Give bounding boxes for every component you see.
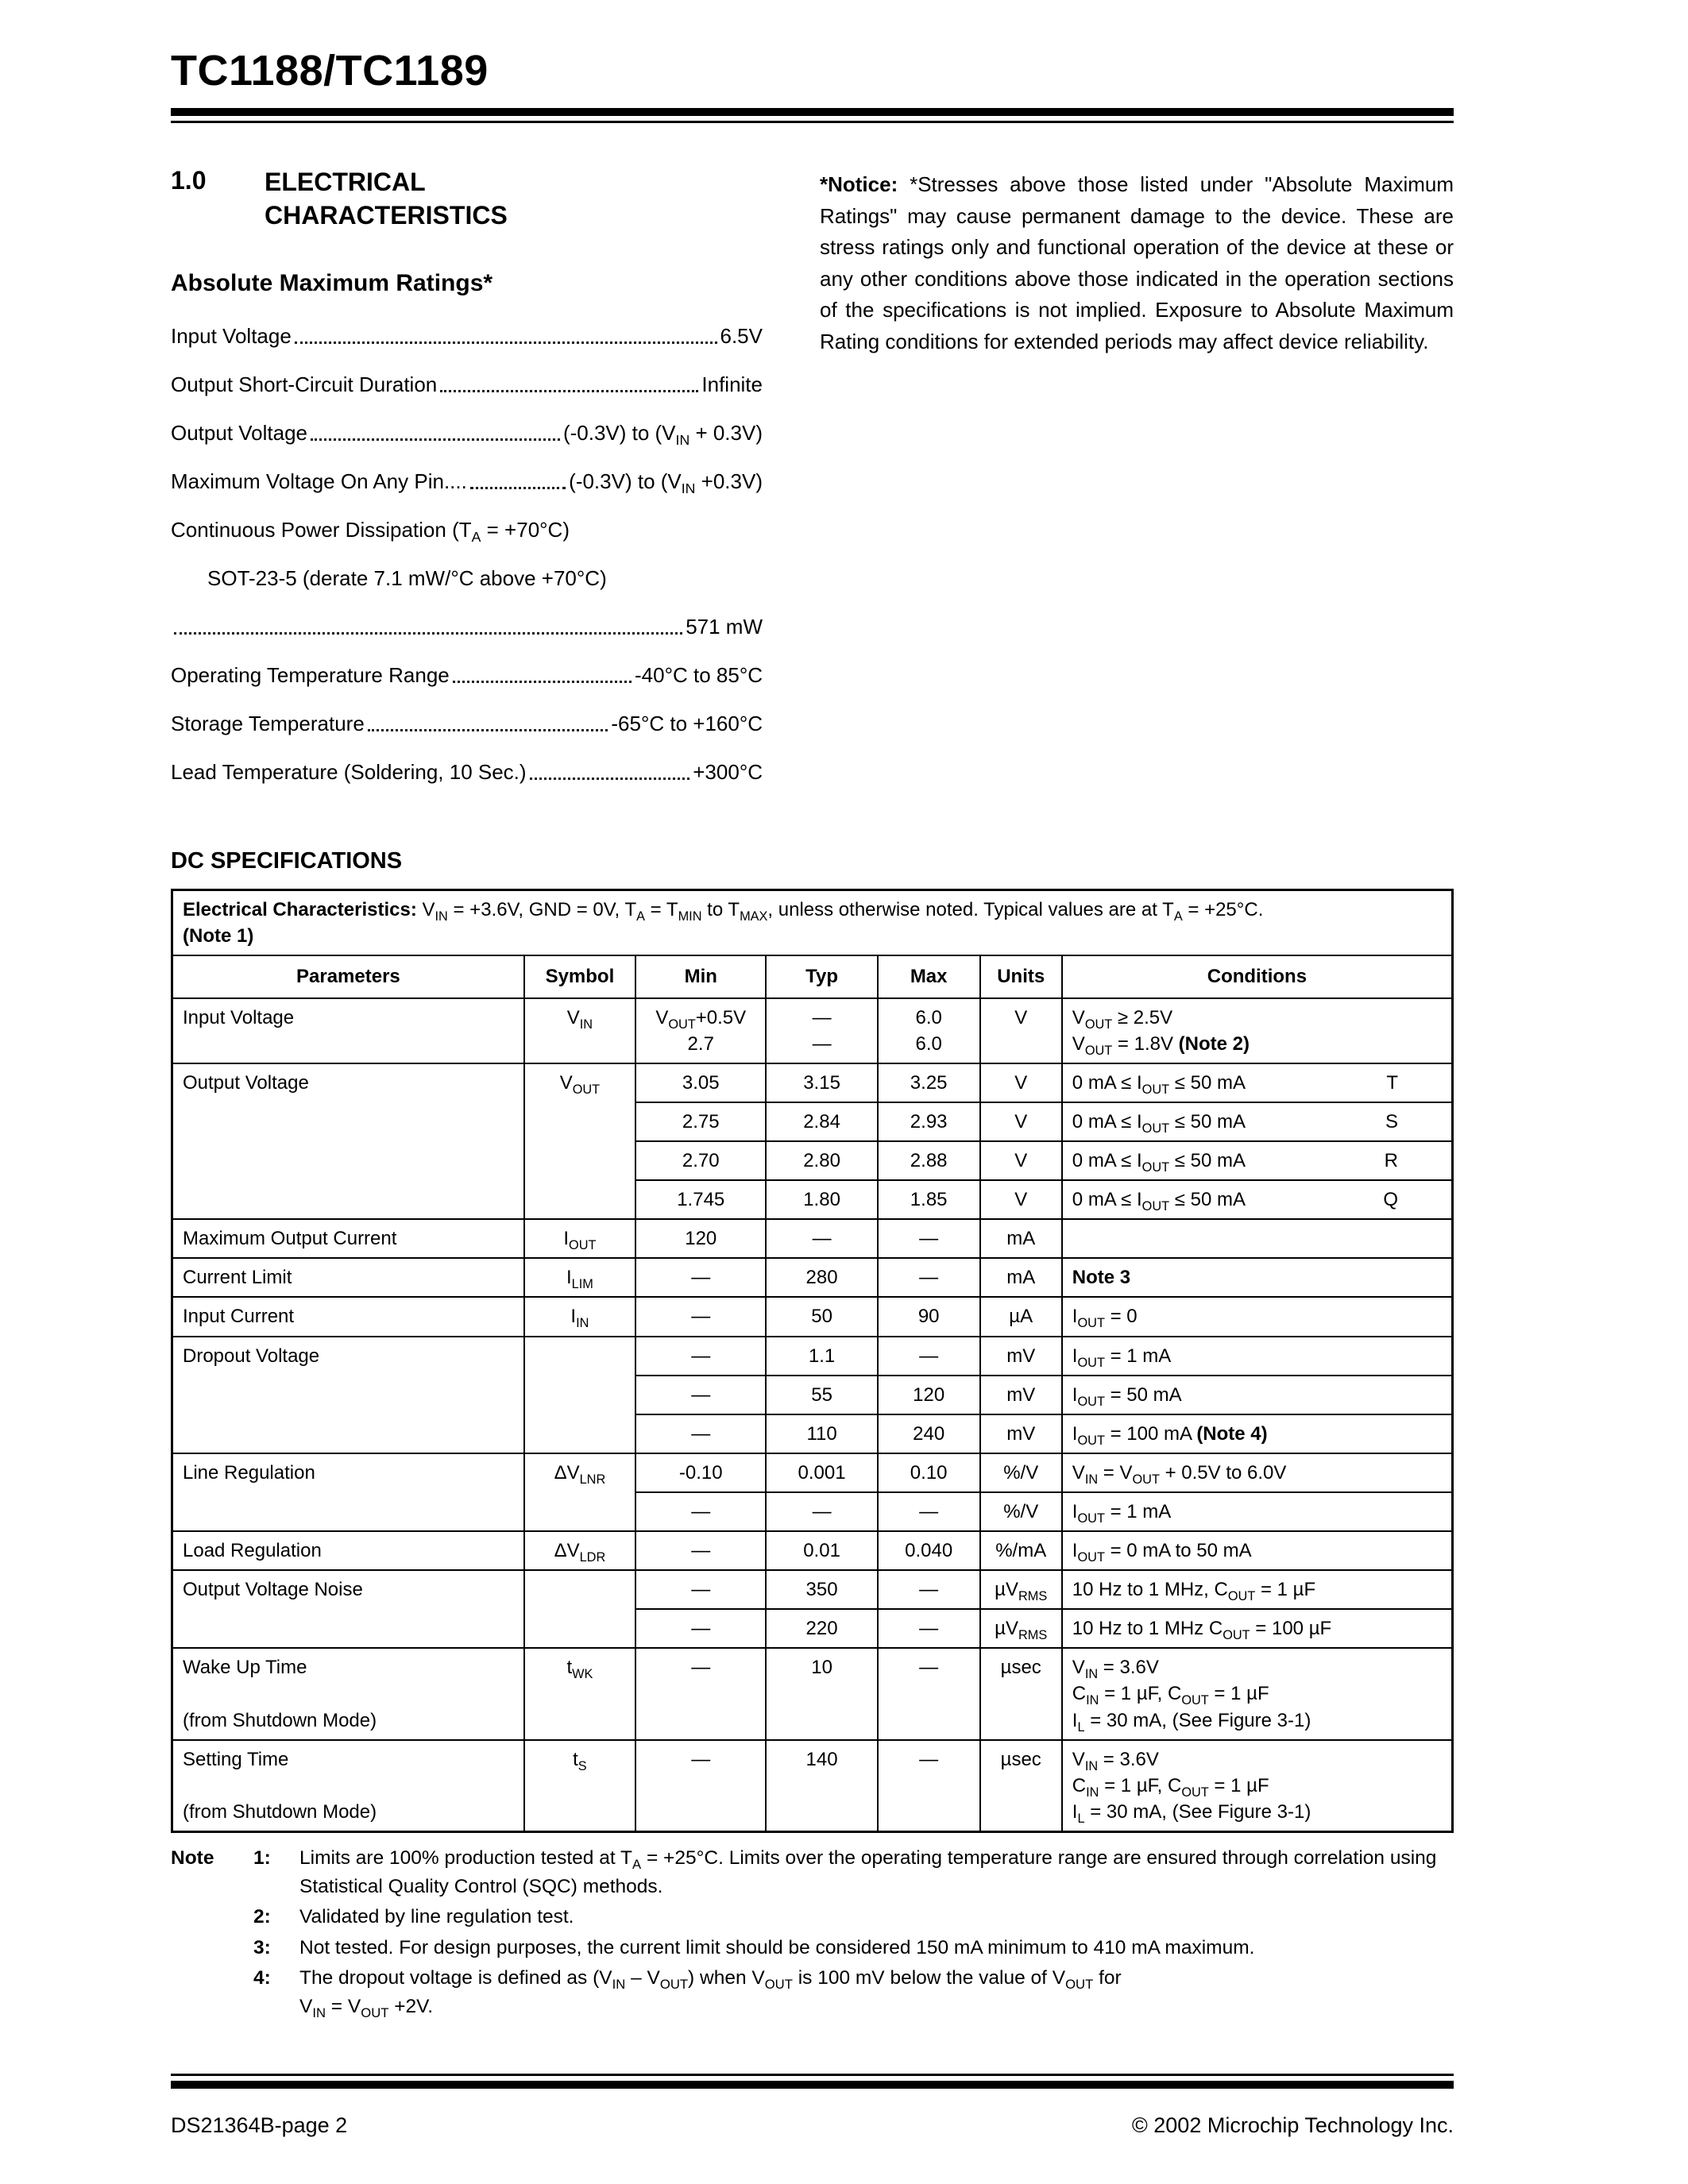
dotted-leader (311, 438, 560, 441)
abs-max-item (171, 518, 763, 546)
condition-variant-tag: T (1386, 1071, 1398, 1094)
dotted-leader (368, 729, 608, 731)
table-row (172, 1337, 1453, 1376)
units-cell: %/mA (980, 1531, 1062, 1570)
min-cell: — (635, 1609, 766, 1648)
conditions-cell: $I_{OUT} = 50$ mA (1062, 1376, 1453, 1414)
note-number: 1: (253, 1847, 271, 1870)
note-text: Validated by line regulation test. (299, 1906, 574, 1928)
max-cell: 120 (878, 1376, 980, 1414)
units-cell: µA (980, 1297, 1062, 1336)
dotted-leader (470, 487, 566, 489)
min-cell: — (635, 1531, 766, 1570)
typ-cell: 50 (766, 1297, 877, 1336)
section-title: ELECTRICAL CHARACTERISTICS (265, 168, 508, 230)
typ-cell: — — (766, 998, 877, 1063)
typ-cell: — (766, 1219, 877, 1258)
abs-max-label: Operating Temperature Range (171, 663, 450, 688)
condition-variant-tag: Q (1383, 1189, 1398, 1211)
units-cell: mA (980, 1258, 1062, 1297)
min-cell: -0.10 (635, 1453, 766, 1492)
notes-section (171, 1844, 1454, 2020)
symbol-cell: $I_{IN}$ (524, 1297, 635, 1336)
typ-cell: 350 (766, 1570, 877, 1609)
min-cell: $V_{OUT}+0.5V$ 2.7 (635, 998, 766, 1063)
typ-cell: 1.1 (766, 1337, 877, 1376)
conditions-cell: 10 Hz to 1 MHz, $C_{OUT} = 1$ µF (1062, 1570, 1453, 1609)
units-cell: V (980, 1180, 1062, 1219)
units-cell: µV$_{RMS}$ (980, 1570, 1062, 1609)
section-heading (171, 166, 763, 232)
max-cell: 240 (878, 1414, 980, 1453)
typ-cell: 10 (766, 1648, 877, 1739)
abs-max-value: Infinite (701, 372, 763, 397)
param-cell: Load Regulation (172, 1531, 524, 1570)
column-header: Typ (766, 955, 877, 997)
units-cell: mV (980, 1337, 1062, 1376)
abs-max-item (171, 324, 763, 349)
param-cell: Output Voltage Noise (172, 1570, 524, 1648)
abs-max-list (171, 324, 763, 785)
abs-max-value: -65°C to +160°C (611, 712, 763, 736)
table-header-row (172, 955, 1453, 997)
dc-specs-table (171, 889, 1454, 1833)
param-cell: Output Voltage (172, 1063, 524, 1219)
abs-max-label: Lead Temperature (Soldering, 10 Sec.) (171, 760, 527, 785)
column-header: Conditions (1062, 955, 1453, 997)
max-cell: — (878, 1258, 980, 1297)
symbol-cell: $V_{OUT}$ (524, 1063, 635, 1219)
units-cell: V (980, 1141, 1062, 1180)
typ-cell: 55 (766, 1376, 877, 1414)
typ-cell: 1.80 (766, 1180, 877, 1219)
symbol-cell: $I_{LIM}$ (524, 1258, 635, 1297)
left-column (171, 166, 763, 808)
symbol-cell (524, 1570, 635, 1648)
typ-cell: 2.80 (766, 1141, 877, 1180)
table-row (172, 998, 1453, 1063)
dotted-leader (440, 390, 698, 392)
units-cell: mA (980, 1219, 1062, 1258)
min-cell: 3.05 (635, 1063, 766, 1102)
table-row (172, 1531, 1453, 1570)
min-cell: 2.75 (635, 1102, 766, 1141)
section-number: 1.0 (171, 166, 207, 195)
abs-max-item (171, 421, 763, 449)
condition-variant-tag: S (1385, 1110, 1398, 1133)
abs-max-item (171, 469, 763, 497)
abs-max-label: Continuous Power Dissipation $(T_A = +70^\circ C)$ (171, 518, 570, 546)
typ-cell: 220 (766, 1609, 877, 1648)
note-number: 3: (253, 1936, 271, 1958)
right-column (820, 166, 1454, 808)
symbol-cell: $V_{IN}$ (524, 998, 635, 1063)
param-cell: Current Limit (172, 1258, 524, 1297)
min-cell: 2.70 (635, 1141, 766, 1180)
max-cell: 1.85 (878, 1180, 980, 1219)
table-row (172, 1570, 1453, 1609)
max-cell: 6.0 6.0 (878, 998, 980, 1063)
table-row (172, 1063, 1453, 1102)
symbol-cell: $t_S$ (524, 1740, 635, 1832)
abs-max-label: Output Short-Circuit Duration (171, 372, 438, 397)
conditions-cell: Note 3 (1062, 1258, 1453, 1297)
symbol-cell: $\Delta V_{LNR}$ (524, 1453, 635, 1531)
max-cell: 0.040 (878, 1531, 980, 1570)
units-cell: mV (980, 1376, 1062, 1414)
abs-max-value: +300°C (693, 760, 763, 785)
min-cell: — (635, 1376, 766, 1414)
abs-max-label: Input Voltage (171, 324, 292, 349)
footer-copyright: © 2002 Microchip Technology Inc. (1131, 2113, 1454, 2137)
dotted-leader (174, 632, 682, 635)
max-cell: — (878, 1648, 980, 1739)
column-header: Min (635, 955, 766, 997)
table-caption: Electrical Characteristics: $V_{IN} = +3.6V$, GND = 0V, $T_A = T_{MIN}$ to $T_{MAX}$, unless otherwise noted. Typical values are at $T_A = +25^\circ C$. (Note 1) (172, 890, 1453, 956)
abs-max-label: Output Voltage (171, 421, 308, 446)
table-row (172, 1453, 1453, 1492)
param-cell: Input Current (172, 1297, 524, 1336)
min-cell: — (635, 1297, 766, 1336)
note-label (171, 1903, 253, 1931)
units-cell: %/V (980, 1453, 1062, 1492)
table-body (172, 890, 1453, 1832)
min-cell: — (635, 1492, 766, 1531)
min-cell: — (635, 1414, 766, 1453)
note-text: Not tested. For design purposes, the current limit should be considered 150 mA minimum to 410 mA maximum. (299, 1936, 1255, 1958)
conditions-cell: $V_{IN} = V_{OUT} + 0.5V$ to 6.0V (1062, 1453, 1453, 1492)
column-header: Symbol (524, 955, 635, 997)
abs-max-heading: Absolute Maximum Ratings* (171, 270, 493, 297)
dc-specs-heading: DC SPECIFICATIONS (171, 848, 403, 874)
header-rule-thin (171, 121, 1454, 123)
conditions-cell: 0 mA ≤ $I_{OUT} \le 50$ mA S (1062, 1102, 1453, 1141)
note-item (171, 1964, 1454, 2020)
symbol-cell: $t_{WK}$ (524, 1648, 635, 1739)
conditions-cell: $I_{OUT} = 0$ mA to 50 mA (1062, 1531, 1453, 1570)
abs-max-item (171, 615, 763, 639)
typ-cell: — (766, 1492, 877, 1531)
conditions-cell: $I_{OUT} = 0$ (1062, 1297, 1453, 1336)
conditions-cell (1062, 1219, 1453, 1258)
max-cell: 3.25 (878, 1063, 980, 1102)
param-cell: Setting Time (from Shutdown Mode) (172, 1740, 524, 1832)
footer (171, 2113, 1454, 2138)
max-cell: 2.88 (878, 1141, 980, 1180)
max-cell: — (878, 1740, 980, 1832)
column-header: Units (980, 955, 1062, 997)
min-cell: — (635, 1258, 766, 1297)
typ-cell: 110 (766, 1414, 877, 1453)
abs-max-item (171, 712, 763, 736)
footer-rule-thick (171, 2081, 1454, 2089)
note-text: The dropout voltage is defined as $(V_{IN} - V_{OUT})$ when $V_{OUT}$ is 100 mV below the value of $V_{OUT}$ for $V_{IN} = V_{OUT} +2V$. (299, 1967, 1122, 2020)
conditions-cell: $V_{IN} = 3.6V$ $C_{IN} = 1$ µF, $C_{OUT} = 1$ µF $I_L = 30$ mA, (See Figure 3-1) (1062, 1648, 1453, 1739)
typ-cell: 2.84 (766, 1102, 877, 1141)
table-row (172, 1297, 1453, 1336)
condition-variant-tag: R (1384, 1149, 1398, 1171)
units-cell: V (980, 1063, 1062, 1102)
units-cell: µV$_{RMS}$ (980, 1609, 1062, 1648)
abs-max-item (171, 760, 763, 785)
conditions-cell: 0 mA ≤ $I_{OUT} \le 50$ mA R (1062, 1141, 1453, 1180)
max-cell: 2.93 (878, 1102, 980, 1141)
conditions-cell: 10 Hz to 1 MHz $C_{OUT} = 100$ µF (1062, 1609, 1453, 1648)
param-cell: Wake Up Time (from Shutdown Mode) (172, 1648, 524, 1739)
abs-max-item (171, 566, 763, 591)
header-rule (171, 108, 1454, 123)
param-cell: Line Regulation (172, 1453, 524, 1531)
table-row (172, 1740, 1453, 1832)
conditions-cell: $I_{OUT} = 100$ mA (Note 4) (1062, 1414, 1453, 1453)
typ-cell: 0.01 (766, 1531, 877, 1570)
dotted-leader (453, 681, 632, 683)
conditions-cell: $I_{OUT} = 1$ mA (1062, 1492, 1453, 1531)
conditions-cell: 0 mA ≤ $I_{OUT} \le 50$ mA T (1062, 1063, 1453, 1102)
notice-paragraph (820, 169, 1454, 357)
footer-rule-thin (171, 2074, 1454, 2076)
notice-label: *Notice: (820, 172, 898, 196)
note-label (171, 1964, 253, 2020)
min-cell: — (635, 1740, 766, 1832)
dotted-leader (530, 778, 690, 780)
note-number: 2: (253, 1906, 271, 1928)
param-cell: Maximum Output Current (172, 1219, 524, 1258)
units-cell: µsec (980, 1740, 1062, 1832)
note-item (171, 1903, 1454, 1931)
dotted-leader (295, 341, 717, 344)
table-caption-row (172, 890, 1453, 956)
max-cell: 0.10 (878, 1453, 980, 1492)
notice-text: *Stresses above those listed under "Absolute Maximum Ratings" may cause permanent damage to the device. These are stress ratings only and functional operation of the device at these or any other conditions above those indicated in the operation sections of the specifications is not implied. Exposure to Absolute Maximum Rating conditions for extended periods may affect device reliability. (820, 172, 1454, 353)
abs-max-value: -40°C to 85°C (635, 663, 763, 688)
header-rule-thick (171, 108, 1454, 116)
table-row (172, 1258, 1453, 1297)
note-label (171, 1934, 253, 1962)
column-header: Parameters (172, 955, 524, 997)
min-cell: 1.745 (635, 1180, 766, 1219)
max-cell: 90 (878, 1297, 980, 1336)
min-cell: — (635, 1570, 766, 1609)
column-header: Max (878, 955, 980, 997)
max-cell: — (878, 1609, 980, 1648)
abs-max-value: 571 mW (686, 615, 763, 639)
abs-max-value: (-0.3V) to $(V_{IN} + 0.3V)$ (562, 421, 763, 449)
footer-rule (171, 2074, 1454, 2089)
max-cell: — (878, 1492, 980, 1531)
min-cell: — (635, 1337, 766, 1376)
page-title: TC1188/TC1189 (171, 47, 489, 95)
two-column-area (171, 166, 1454, 808)
abs-max-label: Maximum Voltage On Any Pin.... (171, 469, 467, 494)
conditions-cell: $I_{OUT} = 1$ mA (1062, 1337, 1453, 1376)
symbol-cell: $I_{OUT}$ (524, 1219, 635, 1258)
max-cell: — (878, 1337, 980, 1376)
conditions-cell: 0 mA ≤ $I_{OUT} \le 50$ mA Q (1062, 1180, 1453, 1219)
min-cell: 120 (635, 1219, 766, 1258)
param-cell: Input Voltage (172, 998, 524, 1063)
conditions-cell: $V_{OUT} \ge 2.5V$ $V_{OUT} = 1.8V$ (Note 2) (1062, 998, 1453, 1063)
symbol-cell: $\Delta V_{LDR}$ (524, 1531, 635, 1570)
param-cell: Dropout Voltage (172, 1337, 524, 1453)
typ-cell: 140 (766, 1740, 877, 1832)
note-text: Limits are 100% production tested at $T_A = +25^\circ C$. Limits over the operating temperature range are ensured through correlation using Statistical Quality Control (SQC) methods. (299, 1847, 1437, 1897)
units-cell: %/V (980, 1492, 1062, 1531)
note-number: 4: (253, 1967, 271, 1989)
max-cell: — (878, 1219, 980, 1258)
units-cell: V (980, 1102, 1062, 1141)
table-row (172, 1648, 1453, 1739)
footer-doc-number: DS21364B-page 2 (171, 2113, 348, 2137)
typ-cell: 280 (766, 1258, 877, 1297)
symbol-cell (524, 1337, 635, 1453)
abs-max-label: SOT-23-5 (derate 7.1 mW/°C above +70°C) (207, 566, 607, 591)
abs-max-label: Storage Temperature (171, 712, 365, 736)
abs-max-item (171, 372, 763, 397)
units-cell: µsec (980, 1648, 1062, 1739)
max-cell: — (878, 1570, 980, 1609)
typ-cell: 0.001 (766, 1453, 877, 1492)
conditions-cell: $V_{IN} = 3.6V$ $C_{IN} = 1$ µF, $C_{OUT} = 1$ µF $I_L = 30$ mA, (See Figure 3-1) (1062, 1740, 1453, 1832)
abs-max-value: (-0.3V) to $(V_{IN} +0.3V)$ (569, 469, 763, 497)
typ-cell: 3.15 (766, 1063, 877, 1102)
abs-max-value: 6.5V (720, 324, 763, 349)
abs-max-item (171, 663, 763, 688)
table-row (172, 1219, 1453, 1258)
min-cell: — (635, 1648, 766, 1739)
note-item (171, 1934, 1454, 1962)
note-label: Note (171, 1847, 214, 1870)
units-cell: mV (980, 1414, 1062, 1453)
units-cell: V (980, 998, 1062, 1063)
note-item (171, 1844, 1454, 1900)
